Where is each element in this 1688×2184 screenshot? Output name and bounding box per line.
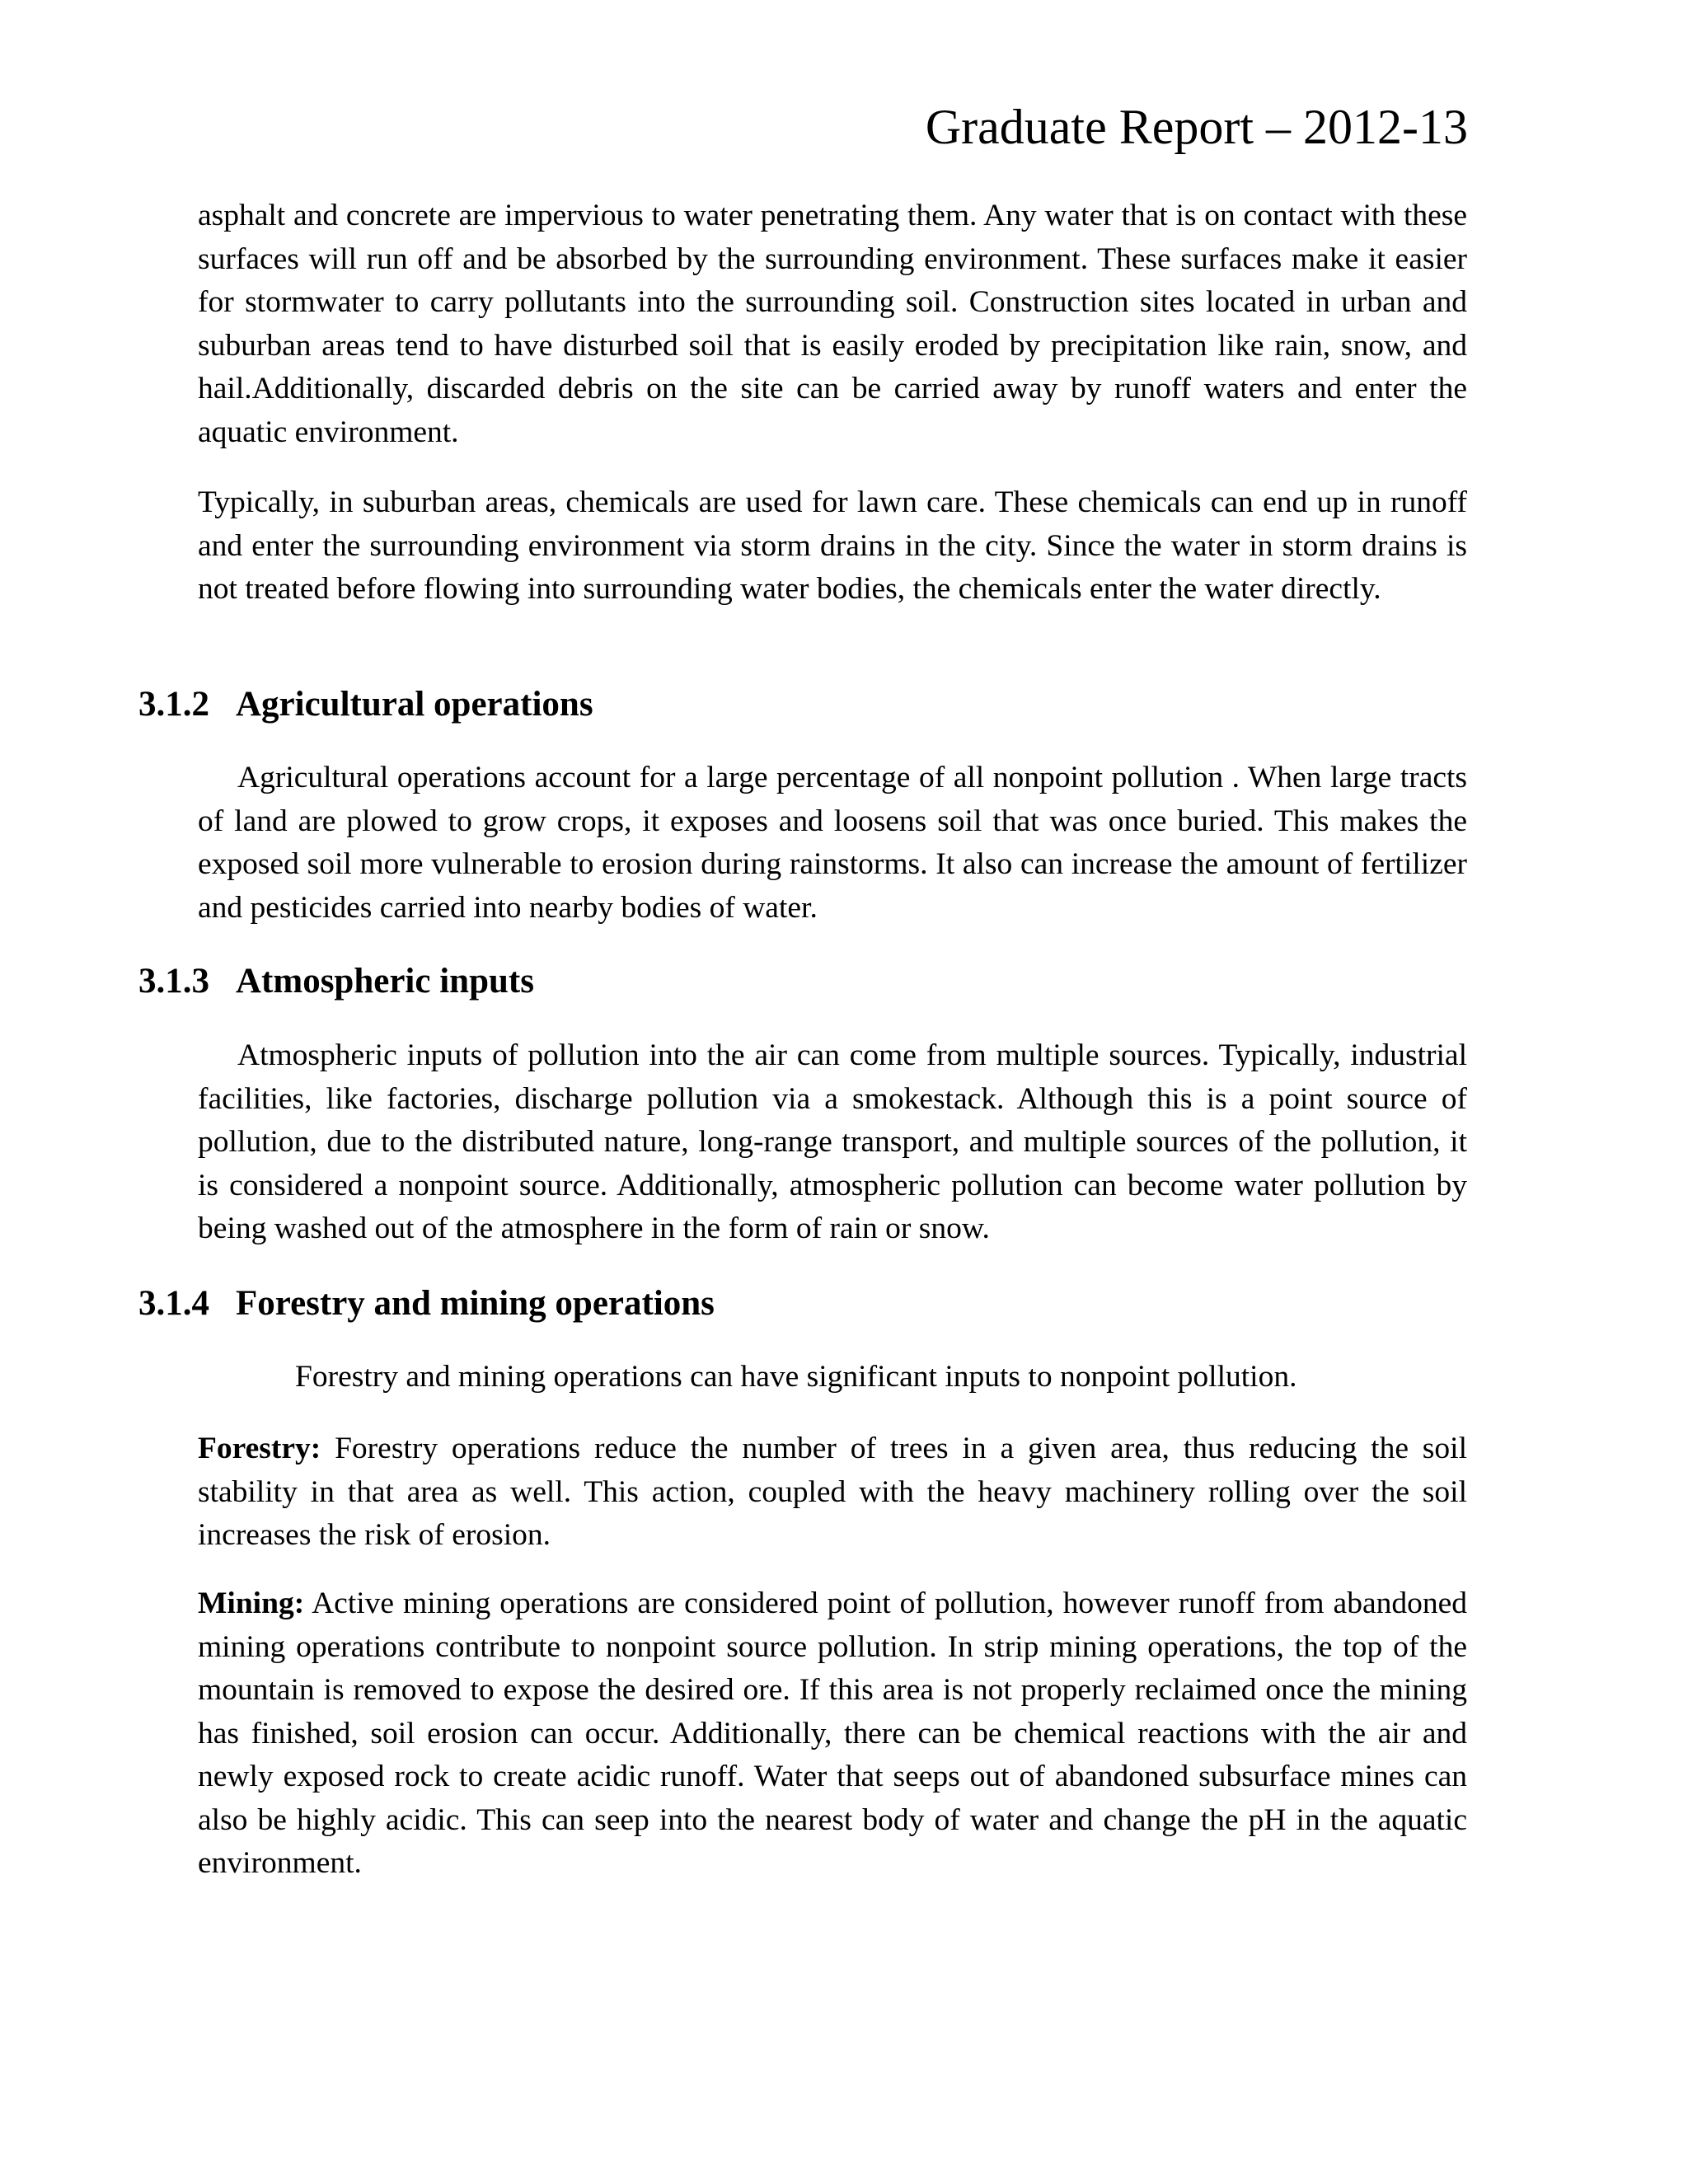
paragraph-urban-runoff: asphalt and concrete are impervious to water penetrating them. Any water that is on contact with these surfaces will run off and be absorbed by the surrounding environment. These surfaces make it easier for stormwater to carry pollutants into the surrounding soil. Construction sites located in urban and suburban areas tend to have disturbed soil that is easily eroded by precipitation like rain, snow, and hail.Additionally, discarded debris on the site can be carried away by runoff waters and enter the aquatic environment. bbox=[198, 199, 1467, 449]
paragraph-agricultural: Agricultural operations account for a large percentage of all nonpoint pollution . When large tracts of land are plowed to grow crops, it exposes and loosens soil that was once buried. This makes the exposed soil more vulnerable to erosion during rainstorms. It also can increase the amount of fertilizer and pesticides carried into nearby bodies of water. bbox=[198, 761, 1467, 925]
section-heading-agricultural bbox=[138, 682, 593, 728]
forestry-body: Forestry operations reduce the number of trees in a given area, thus reducing the soil stability in that area as well. This action, coupled with the heavy machinery rolling over the soil increases the risk of erosion. bbox=[198, 1432, 1467, 1552]
section-number: 3.1.4 bbox=[138, 1284, 209, 1323]
paragraph-mining bbox=[198, 1582, 1467, 1886]
paragraph-forestry bbox=[198, 1427, 1467, 1558]
paragraph-forestry-mining-intro: Forestry and mining operations can have significant inputs to nonpoint pollution. bbox=[295, 1360, 1297, 1394]
section-heading-forestry-mining bbox=[138, 1281, 715, 1327]
mining-body: Active mining operations are considered point of pollution, however runoff from abandoned mining operations contribute to nonpoint source pollution. In strip mining operations, the top of the mountain is removed to expose the desired ore. If this area is not properly reclaimed once the mining has finished, soil erosion can occur. Additionally, there can be chemical reactions with the air and newly exposed rock to create acidic runoff. Water that seeps out of abandoned subsurface mines can also be highly acidic. This can seep into the nearest body of water and change the pH in the aquatic environment. bbox=[198, 1586, 1467, 1880]
running-header-title: Graduate Report – 2012-13 bbox=[925, 100, 1468, 154]
mining-label: Mining: bbox=[198, 1586, 305, 1620]
paragraph-atmospheric: Atmospheric inputs of pollution into the air can come from multiple sources. Typically, industrial facilities, like factories, discharge pollution via a smokestack. Although this is a point source of pollution, due to the distributed nature, long-range transport, and multiple sources of the pollution, it is considered a nonpoint source. Additionally, atmospheric pollution can become water pollution by being washed out of the atmosphere in the form of rain or snow. bbox=[198, 1038, 1467, 1245]
section-number: 3.1.3 bbox=[138, 962, 209, 1001]
section-title: Forestry and mining operations bbox=[236, 1284, 715, 1323]
section-title: Atmospheric inputs bbox=[236, 962, 534, 1001]
forestry-label: Forestry: bbox=[198, 1432, 321, 1465]
paragraph-suburban-chemicals: Typically, in suburban areas, chemicals are used for lawn care. These chemicals can end up in runoff and enter the surrounding environment via storm drains in the city. Since the water in storm drains is not treated before flowing into surrounding water bodies, the chemicals enter the water directly. bbox=[198, 485, 1467, 606]
section-heading-atmospheric bbox=[138, 958, 534, 1005]
section-title: Agricultural operations bbox=[236, 685, 593, 724]
section-number: 3.1.2 bbox=[138, 685, 209, 724]
